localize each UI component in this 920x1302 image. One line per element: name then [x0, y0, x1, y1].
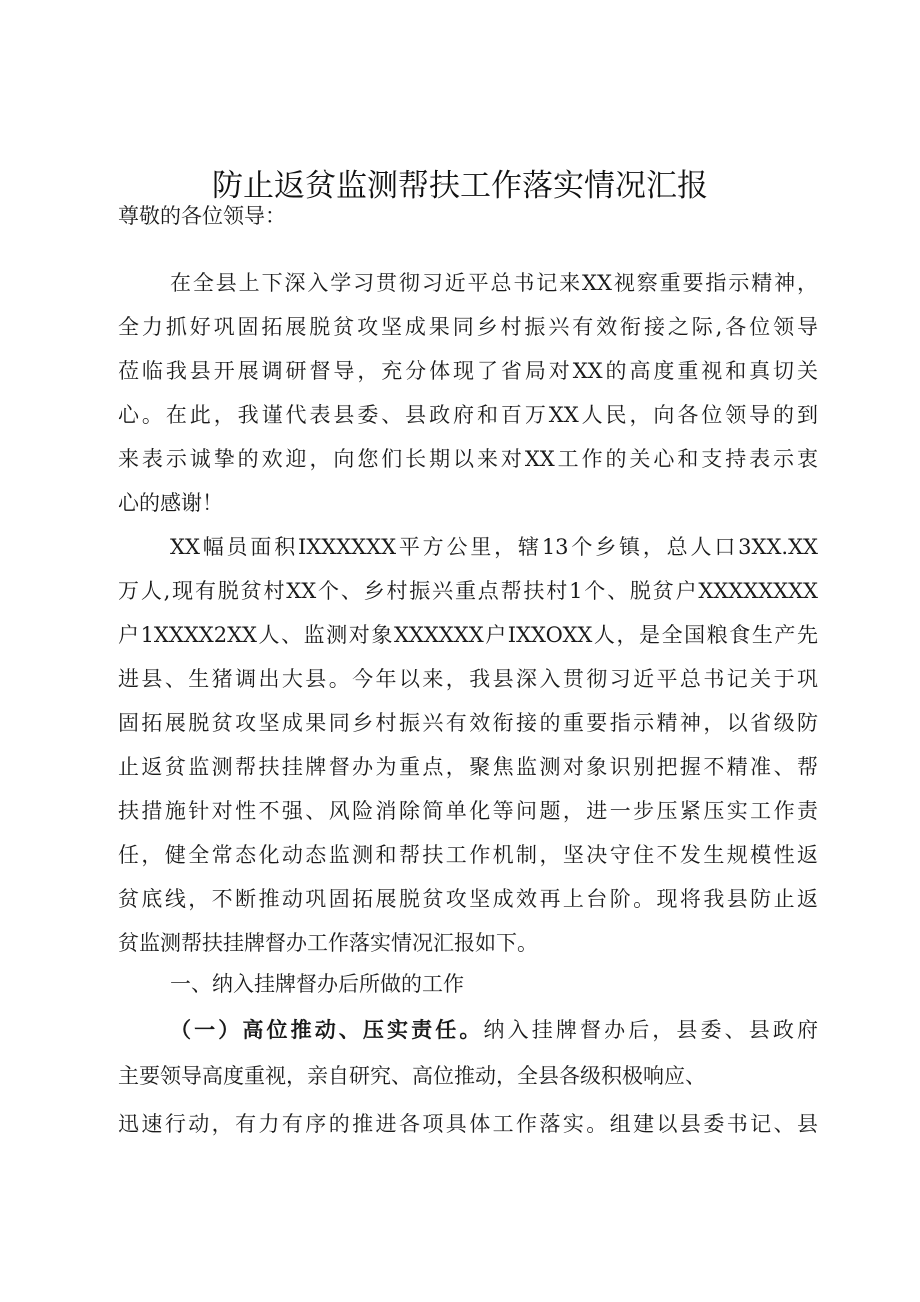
paragraph-line: 户1XXXX2XX人、监测对象XXXXXX户IXXOXX人，是全国粮食生产先: [118, 623, 818, 647]
document-title: 防止返贫监测帮扶工作落实情况汇报: [212, 168, 708, 204]
paragraph-line: 在全县上下深入学习贯彻习近平总书记来XX视察重要指示精神，: [170, 271, 818, 295]
paragraph-line: 贫监测帮扶挂牌督办工作落实情况汇报如下。: [118, 931, 538, 955]
paragraph-line: 全力抓好巩固拓展脱贫攻坚成果同乡村振兴有效衔接之际,各位领导: [118, 315, 818, 339]
subsection-text: 纳入挂牌督办后，县委、县政府: [483, 1018, 818, 1042]
paragraph-line: 任，健全常态化动态监测和帮扶工作机制，坚决守住不发生规模性返: [118, 843, 818, 867]
salutation: 尊敬的各位领导：: [118, 204, 286, 228]
paragraph-line: 贫底线，不断推动巩固拓展脱贫攻坚成效再上台阶。现将我县防止返: [118, 887, 818, 911]
paragraph-line: 扶措施针对性不强、风险消除简单化等问题，进一步压紧压实工作责: [118, 799, 818, 823]
paragraph-line: 心。在此，我谨代表县委、县政府和百万XX人民，向各位领导的到: [118, 403, 818, 427]
paragraph-line: 万人,现有脱贫村XX个、乡村振兴重点帮扶村1个、脱贫户XXXXXXXX: [118, 579, 818, 603]
paragraph-line: 主要领导高度重视，亲自研究、高位推动，全县各级积极响应、: [118, 1064, 706, 1088]
subsection-heading: （一）高位推动、压实责任。: [170, 1018, 484, 1042]
paragraph-line: 心的感谢！: [118, 491, 223, 515]
paragraph-line: 进县、生猪调出大县。今年以来，我县深入贯彻习近平总书记关于巩: [118, 667, 818, 691]
paragraph-line: 来表示诚挚的欢迎，向您们长期以来对XX工作的关心和支持表示衷: [118, 447, 818, 471]
paragraph-line: XX幅员面积IXXXXXX平方公里，辖13个乡镇，总人口3XX.XX: [170, 535, 818, 559]
subsection-first-line: [170, 1008, 818, 1052]
paragraph-line: 迅速行动，有力有序的推进各项具体工作落实。组建以县委书记、县: [118, 1112, 818, 1136]
paragraph-line: 固拓展脱贫攻坚成果同乡村振兴有效衔接的重要指示精神，以省级防: [118, 711, 818, 735]
paragraph-line: 止返贫监测帮扶挂牌督办为重点，聚焦监测对象识别把握不精准、帮: [118, 755, 818, 779]
section-heading: 一、纳入挂牌督办后所做的工作: [170, 972, 464, 996]
paragraph-line: 莅临我县开展调研督导，充分体现了省局对XX的高度重视和真切关: [118, 359, 818, 383]
